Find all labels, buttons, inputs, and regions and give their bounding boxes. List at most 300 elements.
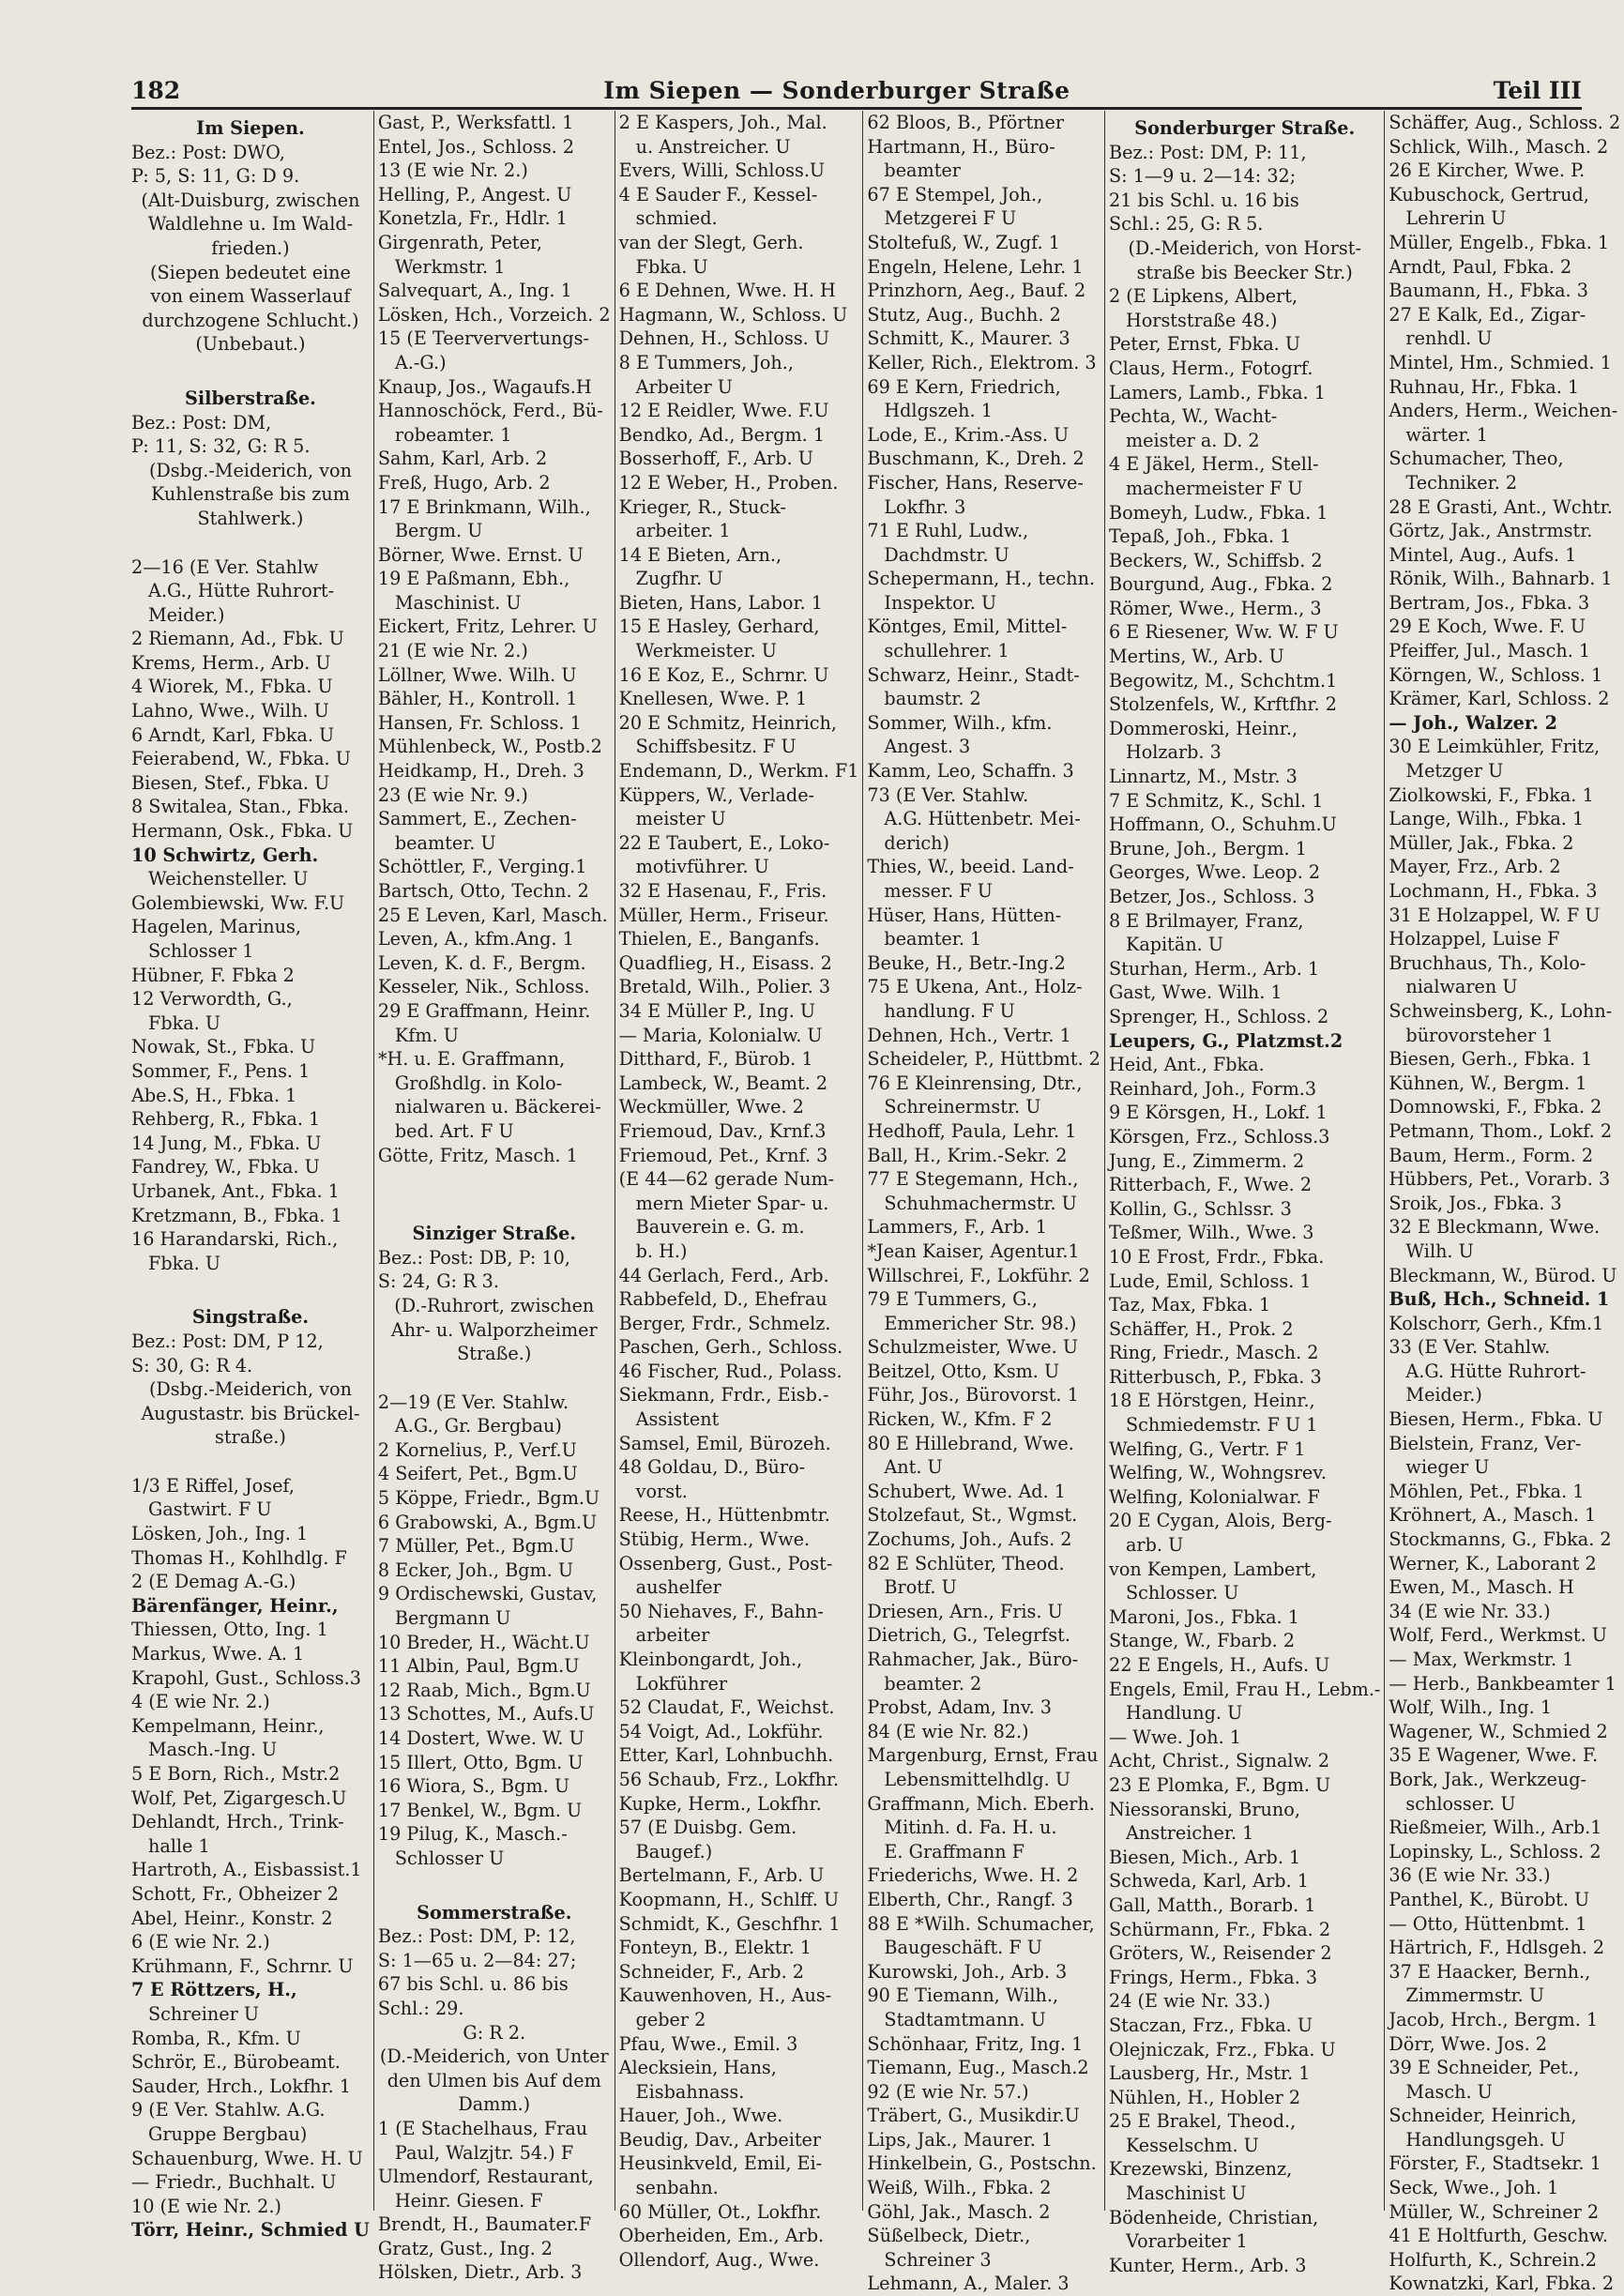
directory-entry: Schürmann, Fr., Fbka. 2: [1108, 1918, 1331, 1940]
directory-entry: Brendt, H., Baumater.F: [377, 2213, 592, 2236]
directory-entry: Fbka. U: [635, 255, 708, 278]
directory-entry: 52 Claudat, F., Weichst.: [618, 1696, 835, 1719]
directory-entry: (E 44—62 gerade Num-: [618, 1168, 835, 1191]
directory-entry: Beckers, W., Schiffsb. 2: [1108, 549, 1323, 571]
directory-entry: 27 E Kalk, Ed., Zigar-: [1389, 303, 1586, 326]
directory-entry: Bleckmann, W., Bürod. U: [1389, 1264, 1617, 1286]
directory-entry: Dehlandt, Hrch., Trink-: [131, 1811, 344, 1833]
directory-entry: Weckmüller, Wwe. 2: [618, 1096, 804, 1118]
directory-entry: 1/3 E Riffel, Josef,: [131, 1474, 295, 1497]
column-5: [1104, 111, 1384, 2276]
directory-entry: beamter. 2: [884, 1672, 982, 1695]
column-3: [615, 111, 863, 2271]
directory-entry: (Unbebaut.): [195, 333, 306, 356]
directory-entry: 76 E Kleinrensing, Dtr.,: [867, 1072, 1083, 1094]
directory-entry: Sammert, E., Zechen-: [377, 808, 577, 830]
directory-entry: Krezewski, Binzenz,: [1108, 2158, 1293, 2181]
directory-entry: Fandrey, W., Fbka. U: [131, 1156, 320, 1178]
directory-entry: meister U: [635, 808, 726, 830]
directory-entry: Bertelmann, F., Arb. U: [618, 1864, 825, 1887]
directory-entry: Rahmacher, Jak., Büro-: [867, 1649, 1079, 1670]
directory-entry: 9 E Körsgen, H., Lokf. 1: [1108, 1102, 1328, 1124]
directory-entry: Bärenfänger, Heinr.,: [131, 1594, 339, 1617]
directory-entry: 15 Illert, Otto, Bgm. U: [377, 1751, 584, 1773]
directory-entry: Endemann, D., Werkm. F1: [618, 760, 859, 783]
directory-entry: Ant. U: [884, 1456, 943, 1479]
directory-entry: Biesen, Stef., Fbka. U: [131, 771, 330, 794]
directory-entry: Friemoud, Pet., Krnf. 3: [618, 1144, 828, 1166]
directory-entry: Pfeiffer, Jul., Masch. 1: [1389, 640, 1591, 662]
directory-entry: Bez.: Post: DM, P 12,: [131, 1330, 324, 1352]
column-2: [373, 111, 615, 2284]
directory-entry: Vorarbeiter 1: [1125, 2230, 1248, 2253]
directory-entry: wärter. 1: [1405, 423, 1488, 446]
directory-entry: Anstreicher. 1: [1125, 1822, 1254, 1845]
directory-entry: Körngen, W., Schloss. 1: [1389, 663, 1603, 686]
directory-entry: 7 E Röttzers, H.,: [131, 1979, 297, 2001]
directory-entry: Werner, K., Laborant 2: [1389, 1552, 1597, 1574]
directory-entry: 1 (E Stachelhaus, Frau: [377, 2117, 588, 2139]
directory-entry: S: 30, G: R 4.: [131, 1354, 253, 1376]
directory-entry: Zochums, Joh., Aufs. 2: [867, 1528, 1072, 1551]
directory-entry: Schweinsberg, K., Lohn-: [1389, 999, 1613, 1022]
directory-entry: Schuhmachermstr. U: [884, 1192, 1077, 1214]
directory-entry: Gratz, Gust., Ing. 2: [377, 2237, 554, 2259]
directory-entry: Kesseler, Nik., Schloss.: [377, 976, 590, 998]
directory-entry: 67 E Stempel, Joh.,: [867, 183, 1043, 205]
directory-entry: Müller, Herm., Friseur.: [618, 904, 829, 926]
directory-entry: A.G. Hütte Ruhrort-: [1405, 1360, 1586, 1382]
directory-entry: Elberth, Chr., Rangf. 3: [867, 1888, 1073, 1910]
directory-entry: Stolzefaut, St., Wgmst.: [867, 1504, 1078, 1527]
directory-entry: 23 (E wie Nr. 9.): [377, 783, 528, 806]
directory-entry: Schäffer, H., Prok. 2: [1108, 1317, 1294, 1340]
directory-entry: Bergmann U: [394, 1607, 511, 1630]
directory-entry: Rönik, Wilh., Bahnarb. 1: [1389, 568, 1613, 590]
directory-entry: 2 E Kaspers, Joh., Mal.: [618, 112, 827, 133]
directory-entry: Großhdlg. in Kolo-: [394, 1072, 563, 1094]
directory-entry: Lamers, Lamb., Fbka. 1: [1108, 381, 1326, 403]
directory-entry: Görtz, Jak., Anstrmstr.: [1389, 520, 1593, 542]
directory-entry: 22 E Engels, H., Aufs. U: [1108, 1654, 1330, 1676]
directory-entry: Baugeschäft. F U: [884, 1937, 1042, 1959]
street-heading: Silberstraße.: [185, 387, 316, 409]
directory-entry: Masch.-Ing. U: [148, 1739, 278, 1761]
directory-entry: Fbka. U: [148, 1011, 221, 1034]
directory-entry: 44 Gerlach, Ferd., Arb.: [618, 1264, 829, 1286]
directory-entry: Bez.: Post: DM, P: 11,: [1108, 141, 1307, 163]
directory-entry: Pfau, Wwe., Emil. 3: [618, 2032, 798, 2055]
directory-entry: Kleinbongardt, Joh.,: [618, 1649, 803, 1670]
directory-entry: 79 E Tummers, G.,: [867, 1288, 1039, 1311]
directory-entry: Thies, W., beeid. Land-: [867, 856, 1074, 878]
directory-entry: von Kempen, Lambert,: [1108, 1558, 1317, 1580]
directory-entry: Schönhaar, Fritz, Ing. 1: [867, 2032, 1084, 2055]
directory-entry: Ollendorf, Aug., Wwe.: [618, 2248, 820, 2271]
directory-entry: A.G., Gr. Bergbau): [394, 1415, 562, 1437]
directory-entry: 23 E Plomka, F., Bgm. U: [1108, 1773, 1331, 1796]
directory-entry: Baum, Herm., Form. 2: [1389, 1144, 1594, 1166]
directory-entry: Assistent: [635, 1408, 720, 1431]
directory-entry: Helling, P., Angest. U: [377, 183, 572, 205]
directory-entry: Ahr- u. Walporzheimer: [390, 1318, 598, 1341]
directory-entry: den Ulmen bis Auf dem: [387, 2069, 601, 2091]
directory-entry: Krühmann, F., Schrnr. U: [131, 1954, 354, 1977]
directory-entry: Heinr. Giesen. F: [394, 2189, 543, 2212]
directory-entry: Willschrei, F., Lokführ. 2: [867, 1264, 1090, 1286]
directory-entry: Biesen, Herm., Fbka. U: [1389, 1408, 1603, 1431]
directory-entry: Hoffmann, O., Schuhm.U: [1108, 813, 1337, 836]
directory-entry: Hagmann, W., Schloss. U: [618, 303, 848, 326]
directory-entry: 7 E Schmitz, K., Schl. 1: [1108, 789, 1324, 812]
directory-entry: 15 (E Teerververtungs-: [377, 327, 589, 350]
directory-entry: Gruppe Bergbau): [148, 2122, 308, 2145]
directory-entry: Sauder, Hrch., Lokfhr. 1: [131, 2075, 351, 2097]
directory-entry: 67 bis Schl. u. 86 bis: [377, 1973, 569, 1996]
directory-entry: Beudig, Dav., Arbeiter: [618, 2128, 822, 2151]
directory-entry: Beuke, H., Betr.-Ing.2: [867, 951, 1066, 974]
page-header: [131, 77, 1582, 109]
directory-entry: (D.-Meiderich, von Horst-: [1128, 236, 1361, 259]
directory-entry: motivführer. U: [635, 856, 769, 878]
directory-entry: 80 E Hillebrand, Wwe.: [867, 1432, 1074, 1454]
directory-entry: Samsel, Emil, Bürozeh.: [618, 1432, 831, 1454]
directory-entry: Sroik, Jos., Fbka. 3: [1389, 1192, 1562, 1214]
directory-entry: Keller, Rich., Elektrom. 3: [867, 351, 1097, 373]
directory-entry: Stübig, Herm., Wwe.: [618, 1528, 811, 1551]
street-heading: Sinziger Straße.: [412, 1223, 576, 1245]
directory-entry: Heusinkveld, Emil, Ei-: [618, 2152, 823, 2175]
directory-entry: Georges, Wwe. Leop. 2: [1108, 861, 1321, 884]
directory-entry: aushelfer: [635, 1576, 721, 1599]
directory-entry: 32 E Bleckmann, Wwe.: [1389, 1216, 1601, 1239]
directory-entry: Lokfhr. 3: [884, 495, 966, 518]
directory-entry: 16 Harandarski, Rich.,: [131, 1228, 339, 1251]
directory-entry: Sommer, Wilh., kfm.: [867, 711, 1053, 734]
directory-entry: Thiessen, Otto, Ing. 1: [131, 1619, 328, 1641]
directory-entry: Bork, Jak., Werkzeug-: [1389, 1768, 1587, 1790]
directory-entry: 34 E Müller P., Ing. U: [618, 999, 816, 1022]
directory-entry: renhdl. U: [1405, 327, 1493, 350]
directory-entry: Friemoud, Dav., Krnf.3: [618, 1119, 827, 1142]
directory-entry: Paschen, Gerh., Schloss.: [618, 1336, 843, 1359]
directory-entry: — Max, Werkmstr. 1: [1389, 1649, 1574, 1670]
directory-entry: 12 Raab, Mich., Bgm.U: [377, 1679, 591, 1701]
directory-entry: 20 E Schmitz, Heinrich,: [618, 711, 837, 734]
directory-entry: Lude, Emil, Schloss. 1: [1108, 1270, 1312, 1292]
directory-entry: Wolf, Wilh., Ing. 1: [1389, 1696, 1553, 1719]
directory-entry: 46 Fischer, Rud., Polass.: [618, 1360, 842, 1382]
directory-entry: 39 E Schneider, Pet.,: [1389, 2057, 1580, 2079]
directory-entry: Welfing, G., Vertr. F 1: [1108, 1437, 1306, 1460]
directory-entry: meister a. D. 2: [1125, 429, 1260, 451]
directory-entry: Mintel, Hm., Schmied. 1: [1389, 351, 1612, 373]
directory-entry: b. H.): [635, 1239, 688, 1262]
directory-entry: Krapohl, Gust., Schloss.3: [131, 1666, 361, 1689]
street-heading: Im Siepen.: [196, 117, 305, 139]
directory-entry: 17 E Brinkmann, Wilh.,: [377, 495, 591, 518]
directory-entry: Straße.): [457, 1343, 532, 1365]
directory-entry: Entel, Jos., Schloss. 2: [377, 135, 575, 158]
directory-entry: 4 Wiorek, M., Fbka. U: [131, 676, 333, 698]
directory-entry: 12 Verwordth, G.,: [131, 988, 293, 1011]
directory-entry: Schl.: 25, G: R 5.: [1108, 213, 1264, 236]
directory-entry: Möhlen, Pet., Fbka. 1: [1389, 1480, 1585, 1502]
directory-entry: 9 (E Ver. Stahlw. A.G.: [131, 2099, 326, 2121]
directory-entry: Bez.: Post: DWO,: [131, 141, 285, 163]
directory-entry: Margenburg, Ernst, Frau: [867, 1744, 1099, 1767]
directory-entry: Schreiner 3: [884, 2248, 992, 2271]
directory-entry: Bretald, Wilh., Polier. 3: [618, 976, 831, 998]
directory-entry: Krämer, Karl, Schloss. 2: [1389, 688, 1610, 710]
directory-entry: Baumann, H., Fbka. 3: [1389, 280, 1588, 302]
directory-entry: Kamm, Leo, Schaffn. 3: [867, 760, 1074, 783]
column-6: [1384, 111, 1624, 2295]
directory-entry: Kunter, Herm., Arb. 3: [1108, 2254, 1307, 2276]
directory-entry: Linnartz, M., Mstr. 3: [1108, 766, 1298, 788]
directory-entry: Handlungsgeh. U: [1405, 2128, 1566, 2151]
directory-entry: Reinhard, Joh., Form.3: [1108, 1077, 1317, 1100]
directory-entry: Wolf, Pet, Zigargesch.U: [131, 1787, 347, 1809]
directory-entry: Schumacher, Theo,: [1389, 448, 1564, 470]
directory-entry: Markus, Wwe. A. 1: [131, 1643, 305, 1665]
directory-entry: Kuhlenstraße bis zum: [150, 483, 350, 506]
directory-entry: Bourgund, Aug., Fbka. 2: [1108, 573, 1333, 596]
directory-entry: Ditthard, F., Bürob. 1: [618, 1048, 813, 1071]
directory-entry: Paul, Walzjtr. 54.) F: [394, 2141, 574, 2164]
directory-entry: 16 Wiora, S., Bgm. U: [377, 1775, 569, 1798]
directory-entry: Ritterbach, F., Wwe. 2: [1108, 1174, 1313, 1196]
directory-entry: bürovorsteher 1: [1405, 1024, 1554, 1046]
directory-entry: Abel, Heinr., Konstr. 2: [131, 1907, 333, 1929]
directory-entry: Augustastr. bis Brückel-: [141, 1402, 360, 1424]
directory-entry: 2 (E Lipkens, Albert,: [1108, 285, 1298, 308]
directory-entry: A.G. Hüttenbetr. Mei-: [884, 808, 1081, 830]
directory-entry: Weichensteller. U: [148, 868, 309, 890]
directory-entry: arbeiter. 1: [635, 520, 731, 542]
directory-entry: Metzgerei F U: [884, 207, 1017, 230]
directory-entry: Schl.: 29.: [377, 1997, 464, 2019]
directory-entry: 88 E *Wilh. Schumacher,: [867, 1912, 1095, 1935]
directory-entry: Süßelbeck, Dietr.,: [867, 2225, 1031, 2247]
directory-entry: Emmericher Str. 98.): [884, 1312, 1077, 1334]
directory-entry: 92 (E wie Nr. 57.): [867, 2080, 1029, 2103]
directory-entry: Schlosser 1: [148, 940, 254, 962]
directory-entry: Feierabend, W., Fbka. U: [131, 748, 351, 770]
directory-entry: Acht, Christ., Signalw. 2: [1108, 1750, 1330, 1772]
directory-entry: — Friedr., Buchhalt. U: [131, 2171, 337, 2194]
directory-entry: Engels, Emil, Frau H., Lebm.-: [1108, 1678, 1381, 1700]
directory-entry: Hauer, Joh., Wwe.: [618, 2105, 783, 2127]
directory-entry: Arndt, Paul, Fbka. 2: [1389, 255, 1572, 278]
directory-entry: 90 E Tiemann, Wilh.,: [867, 1984, 1059, 2007]
directory-entry: 29 E Graffmann, Heinr.: [377, 999, 591, 1022]
directory-entry: Hölsken, Dietr., Arb. 3: [377, 2261, 583, 2284]
directory-entry: 37 E Haacker, Bernh.,: [1389, 1960, 1591, 1983]
directory-entry: Biesen, Mich., Arb. 1: [1108, 1846, 1301, 1868]
directory-entry: Kühnen, W., Bergm. 1: [1389, 1072, 1587, 1094]
directory-entry: Schweda, Karl, Arb. 1: [1108, 1870, 1309, 1893]
directory-entry: Lehrerin U: [1405, 207, 1507, 230]
directory-entry: S: 24, G: R 3.: [377, 1270, 499, 1293]
directory-entry: Ring, Friedr., Masch. 2: [1108, 1342, 1319, 1364]
directory-entry: Maroni, Jos., Fbka. 1: [1108, 1605, 1299, 1628]
directory-entry: Lips, Jak., Maurer. 1: [867, 2128, 1054, 2151]
directory-entry: Hübbers, Pet., Vorarb. 3: [1389, 1168, 1611, 1191]
spacer: [131, 357, 370, 381]
directory-entry: Graffmann, Mich. Eberh.: [867, 1792, 1095, 1815]
directory-entry: Sahm, Karl, Arb. 2: [377, 448, 548, 470]
directory-entry: Fbka. U: [148, 1252, 221, 1274]
directory-entry: Buschmann, K., Dreh. 2: [867, 448, 1085, 470]
directory-entry: Börner, Wwe. Ernst. U: [377, 543, 584, 566]
directory-entry: 2—16 (E Ver. Stahlw: [131, 555, 319, 578]
directory-entry: Schrör, E., Bürobeamt.: [131, 2051, 341, 2074]
directory-entry: Kolschorr, Gerh., Kfm.1: [1389, 1312, 1604, 1334]
directory-entry: 8 E Tummers, Joh.,: [618, 351, 794, 373]
directory-entry: Lode, E., Krim.-Ass. U: [867, 423, 1070, 446]
directory-entry: Lambeck, W., Beamt. 2: [618, 1072, 828, 1094]
directory-entry: Holfurth, K., Schrein.2: [1389, 2248, 1597, 2271]
directory-entry: Hüser, Hans, Hütten-: [867, 904, 1062, 926]
directory-entry: 13 Schottes, M., Aufs.U: [377, 1703, 595, 1726]
spacer: [378, 1871, 611, 1895]
directory-entry: Golembiewski, Ww. F.U: [131, 891, 345, 914]
directory-entry: Heidkamp, H., Dreh. 3: [377, 760, 584, 783]
directory-entry: Stadtamtmann. U: [884, 2008, 1046, 2030]
directory-entry: Hermann, Osk., Fbka. U: [131, 820, 354, 843]
directory-entry: *H. u. E. Graffmann,: [377, 1048, 566, 1071]
directory-entry: 75 E Ukena, Ant., Holz-: [867, 976, 1083, 998]
directory-entry: Thomas H., Kohlhdlg. F: [131, 1546, 347, 1569]
directory-entry: Bruchhaus, Th., Kolo-: [1389, 951, 1586, 974]
street-heading: Sonderburger Straße.: [1134, 117, 1356, 139]
page-number: 182: [131, 77, 181, 104]
directory-entry: van der Slegt, Gerh.: [618, 231, 804, 253]
directory-entry: 35 E Wagener, Wwe. F.: [1389, 1744, 1599, 1767]
directory-entry: P: 5, S: 11, G: D 9.: [131, 165, 300, 188]
directory-entry: Kownatzki, Karl, Fbka. 2: [1389, 2273, 1615, 2295]
directory-entry: 56 Schaub, Frz., Lokfhr.: [618, 1768, 840, 1790]
part-label: Teil III: [1493, 77, 1582, 104]
directory-entry: Holzappel, Luise F: [1389, 928, 1560, 950]
directory-entry: — Joh., Walzer. 2: [1389, 711, 1557, 734]
directory-entry: Lange, Wilh., Fbka. 1: [1389, 808, 1585, 830]
directory-entry: Brotf. U: [884, 1576, 957, 1599]
directory-entry: durchzogene Schlucht.): [142, 309, 359, 331]
directory-entry: Alecksiein, Hans,: [618, 2057, 777, 2079]
directory-entry: messer. F U: [884, 880, 993, 902]
directory-entry: Förster, F., Stadtsekr. 1: [1389, 2152, 1601, 2175]
directory-entry: robeamter. 1: [394, 423, 512, 446]
directory-entry: Schlosser. U: [1125, 1582, 1239, 1604]
directory-entry: Kollin, G., Schlssr. 3: [1108, 1197, 1292, 1220]
directory-entry: Driesen, Arn., Fris. U: [867, 1600, 1063, 1622]
directory-entry: Kesselschm. U: [1125, 2134, 1259, 2156]
directory-entry: Urbanek, Ant., Fbka. 1: [131, 1179, 340, 1202]
directory-entry: 33 (E Ver. Stahlw.: [1389, 1336, 1551, 1359]
directory-entry: halle 1: [148, 1834, 210, 1857]
directory-entry: Bergm. U: [394, 520, 483, 542]
directory-entry: Schöttler, F., Verging.1: [377, 856, 587, 878]
directory-entry: Damm.): [458, 2093, 531, 2116]
directory-entry: Bez.: Post: DM, P: 12,: [377, 1925, 576, 1948]
directory-entry: Götte, Fritz, Masch. 1: [377, 1144, 578, 1166]
directory-entry: Wolf, Ferd., Werkmst. U: [1389, 1624, 1607, 1647]
directory-entry: Koopmann, H., Schlff. U: [618, 1888, 840, 1910]
directory-entry: baumstr. 2: [884, 688, 981, 710]
directory-entry: Werkmeister. U: [635, 640, 777, 662]
directory-entry: 25 E Leven, Karl, Masch.: [377, 904, 608, 926]
directory-entry: Gast, P., Werksfattl. 1: [377, 112, 574, 133]
directory-entry: 73 (E Ver. Stahlw.: [867, 783, 1029, 806]
directory-entry: Ziolkowski, F., Fbka. 1: [1389, 783, 1594, 806]
directory-entry: Thielen, E., Banganfs.: [618, 928, 820, 950]
directory-entry: Lehmann, A., Maler. 3: [867, 2273, 1070, 2295]
directory-entry: 71 E Ruhl, Ludw.,: [867, 520, 1029, 542]
directory-entry: — Herb., Bankbeamter 1: [1389, 1672, 1616, 1695]
directory-entry: handlung. F U: [884, 999, 1015, 1022]
directory-entry: Biesen, Gerh., Fbka. 1: [1389, 1048, 1593, 1071]
directory-entry: Rehberg, R., Fbka. 1: [131, 1108, 321, 1131]
directory-entry: 2—19 (E Ver. Stahlw.: [377, 1391, 569, 1413]
directory-entry: Staczan, Frz., Fbka. U: [1108, 2014, 1313, 2036]
directory-entry: Betzer, Jos., Schloss. 3: [1108, 886, 1315, 907]
directory-entry: Inspektor. U: [884, 591, 997, 614]
directory-entry: Bartsch, Otto, Techn. 2: [377, 880, 589, 902]
directory-entry: Knaup, Jos., Wagaufs.H: [377, 375, 592, 398]
directory-entry: — Otto, Hüttenbmt. 1: [1389, 1912, 1587, 1935]
directory-entry: Welfing, Kolonialwar. F: [1108, 1485, 1320, 1508]
directory-entry: Ritterbusch, P., Fbka. 3: [1108, 1365, 1322, 1388]
directory-entry: Prinzhorn, Aeg., Bauf. 2: [867, 280, 1086, 302]
directory-entry: Leupers, G., Platzmst.2: [1108, 1029, 1343, 1052]
directory-entry: 26 E Kircher, Wwe. P.: [1389, 160, 1586, 182]
directory-entry: 7 Müller, Pet., Bgm.U: [377, 1535, 575, 1558]
directory-entry: Bähler, H., Kontroll. 1: [377, 688, 578, 710]
directory-entry: Müller, Engelb., Fbka. 1: [1389, 231, 1610, 253]
directory-entry: (D.-Ruhrort, zwischen: [394, 1294, 595, 1316]
directory-entry: 6 E Riesener, Ww. W. F U: [1108, 621, 1339, 644]
directory-entry: S: 1—65 u. 2—84: 27;: [377, 1949, 577, 1971]
directory-entry: u. Anstreicher. U: [635, 135, 791, 158]
directory-entry: Freß, Hugo, Arb. 2: [377, 471, 551, 494]
directory-entry: Bödenheide, Christian,: [1108, 2206, 1319, 2228]
directory-entry: Nühlen, H., Hobler 2: [1108, 2086, 1301, 2108]
directory-entry: G: R 2.: [463, 2021, 526, 2044]
spacer: [378, 1366, 611, 1391]
directory-entry: Bielstein, Franz, Ver-: [1389, 1432, 1582, 1454]
directory-entry: Bez.: Post: DB, P: 10,: [377, 1246, 570, 1269]
directory-entry: Bosserhoff, F., Arb. U: [618, 448, 813, 470]
directory-entry: Schmitt, K., Maurer. 3: [867, 327, 1070, 350]
directory-entry: 18 E Hörstgen, Heinr.,: [1108, 1390, 1315, 1412]
directory-entry: Panthel, K., Bürobt. U: [1389, 1888, 1590, 1910]
street-heading: Singstraße.: [191, 1306, 310, 1329]
directory-entry: Siekmann, Frdr., Eisb.-: [618, 1384, 829, 1406]
directory-entry: Kurowski, Joh., Arb. 3: [867, 1960, 1068, 1983]
directory-entry: 11 Albin, Paul, Bgm.U: [377, 1655, 580, 1678]
directory-entry: Schreiner U: [148, 2002, 260, 2025]
directory-entry: Sturhan, Herm., Arb. 1: [1108, 957, 1320, 980]
directory-entry: 2 Riemann, Ad., Fbk. U: [131, 628, 344, 650]
directory-entry: 12 E Reidler, Wwe. F.U: [618, 400, 829, 422]
directory-entry: 29 E Koch, Wwe. F. U: [1389, 616, 1586, 638]
directory-entry: (Alt-Duisburg, zwischen: [141, 189, 360, 211]
directory-entry: Handlung. U: [1125, 1702, 1243, 1725]
directory-entry: 19 E Paßmann, Ebh.,: [377, 568, 570, 590]
directory-entry: (D.-Meiderich, von Unter: [379, 2045, 609, 2068]
